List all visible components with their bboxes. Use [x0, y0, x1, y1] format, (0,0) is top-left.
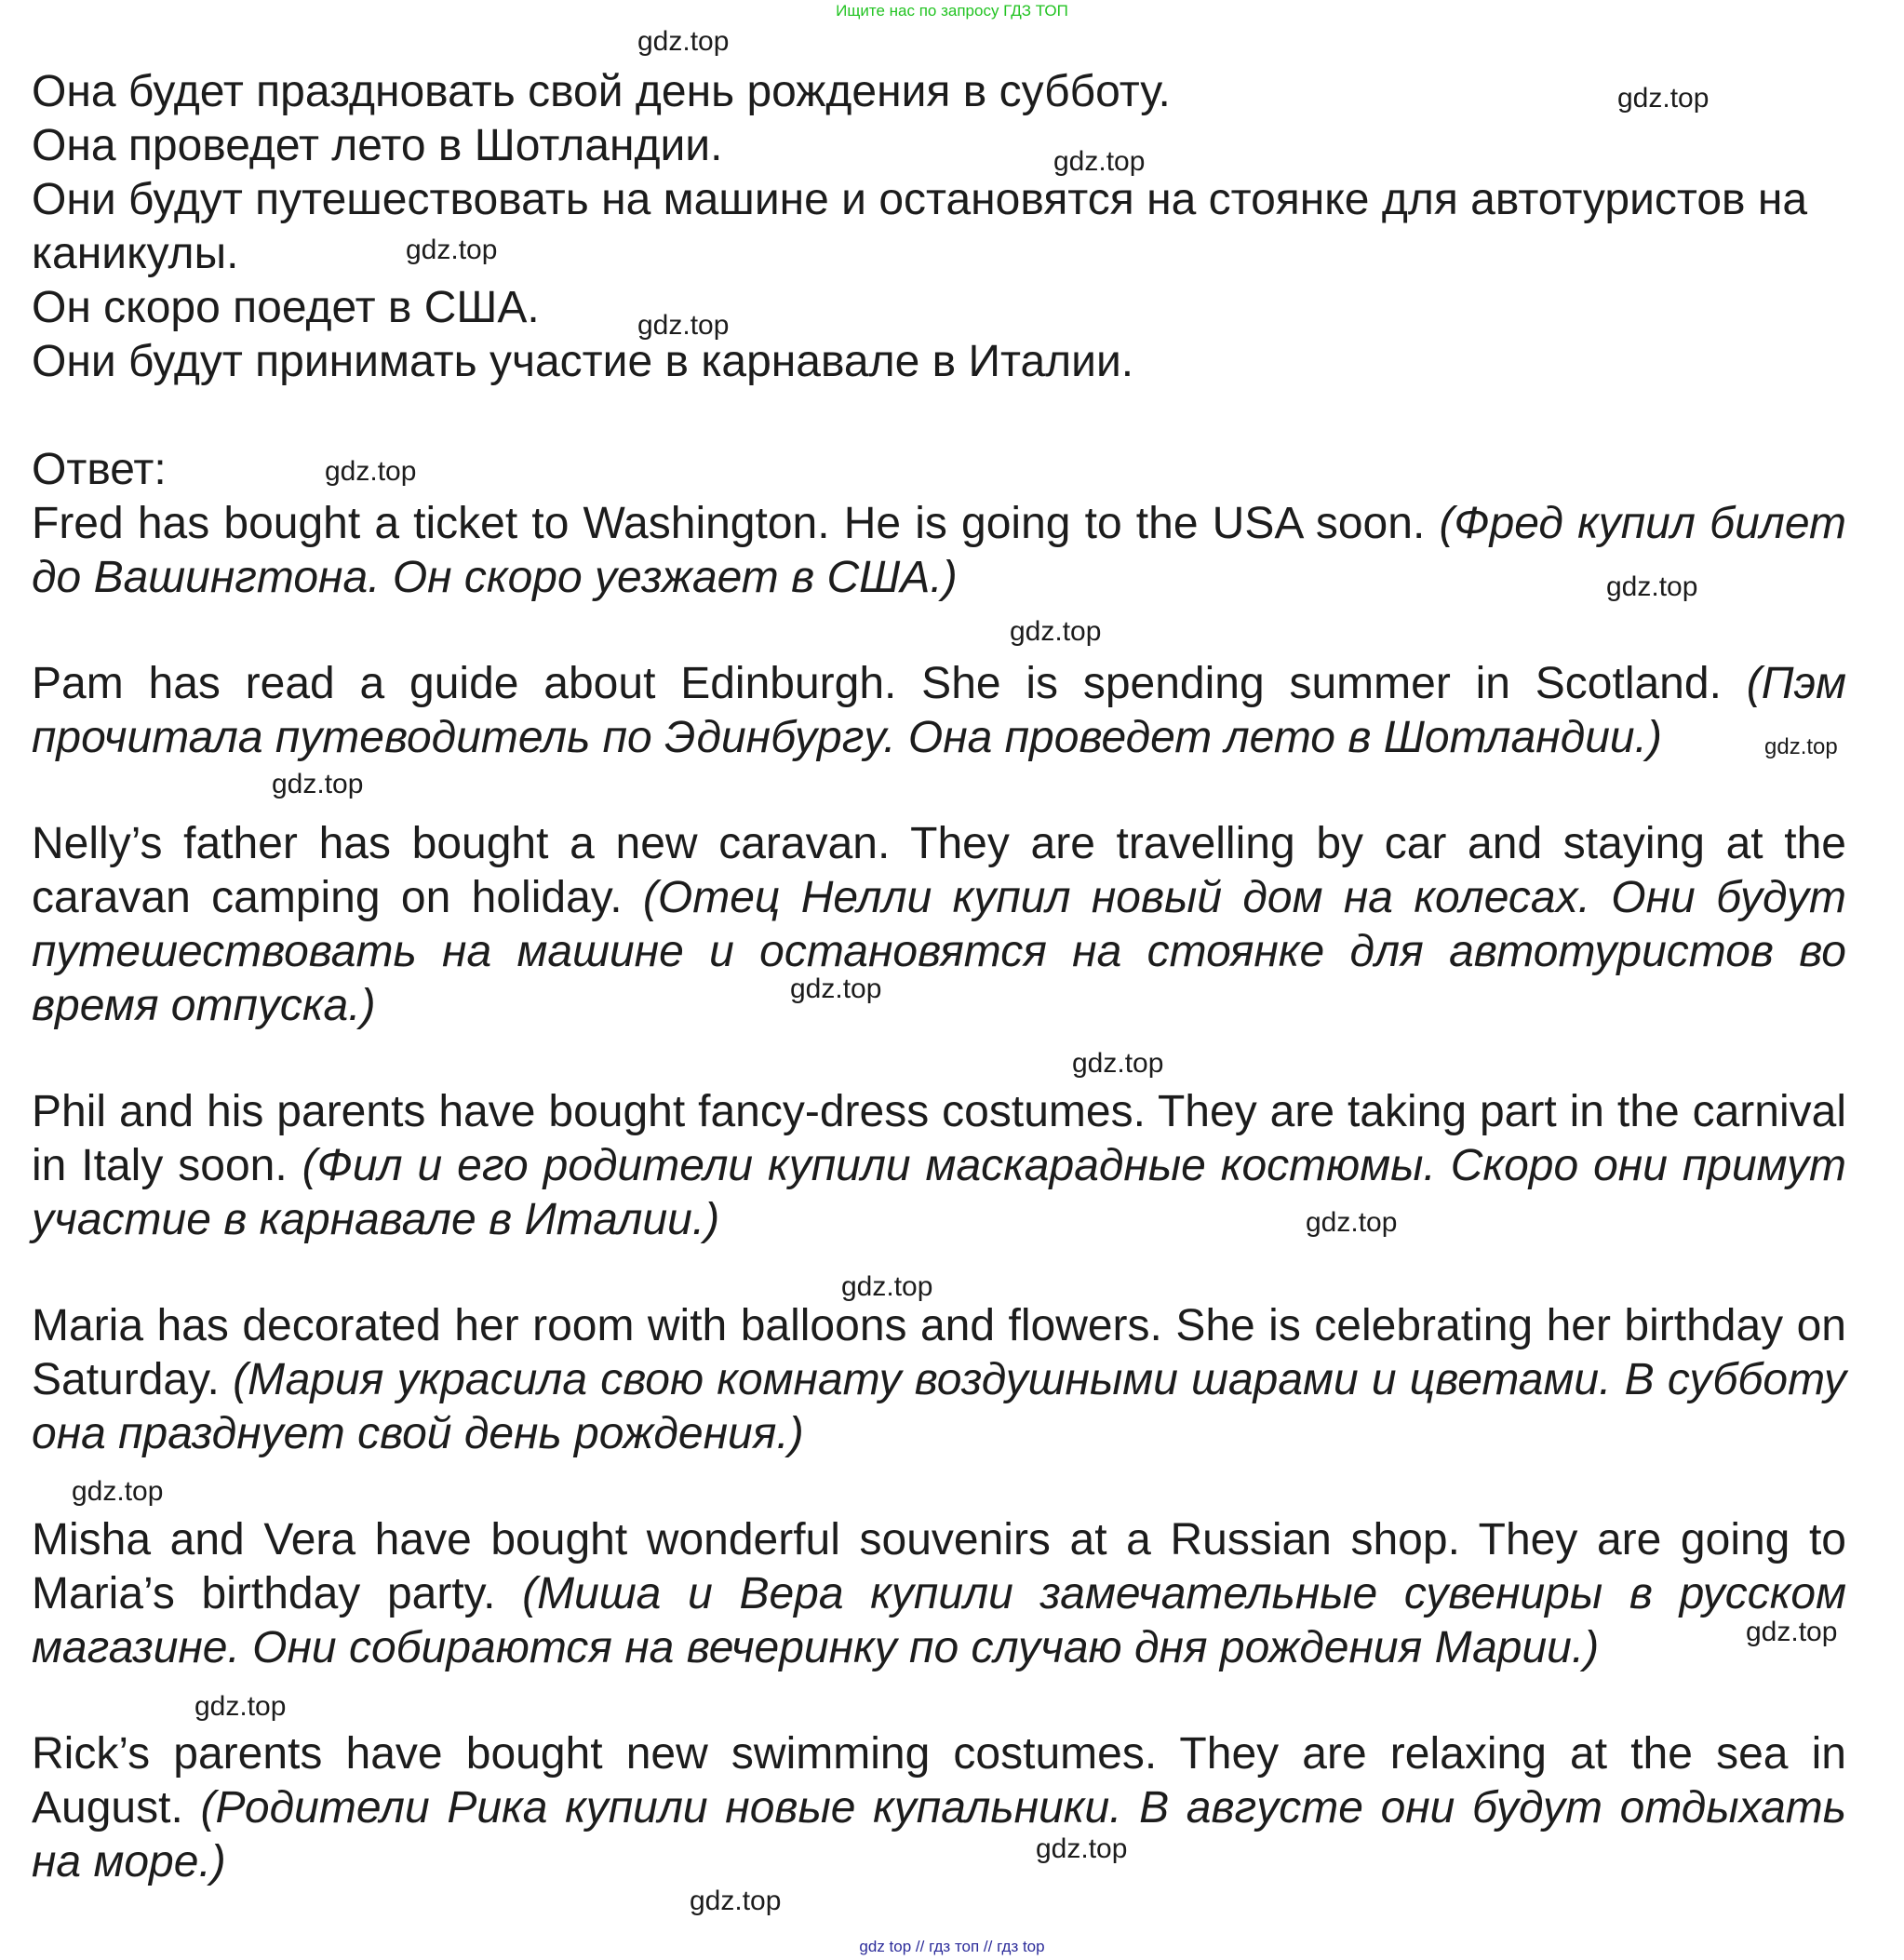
- answer-english: Nelly’s father has bought a new caravan. They are travelling by car and staying at the caravan camping on holiday.: [32, 819, 1846, 922]
- watermark: gdz.top: [1036, 1833, 1128, 1864]
- watermark: gdz.top: [690, 1886, 782, 1916]
- answer-paragraph: [32, 1727, 1846, 1889]
- watermark: gdz.top: [790, 973, 882, 1004]
- watermark: gdz.top: [1746, 1617, 1838, 1647]
- answer-translation: (Фил и его родители купили маскарадные костюмы. Скоро они примут участие в карнавале в Италии.): [32, 1141, 1847, 1244]
- answer-english: Phil and his parents have bought fancy-dress costumes. They are taking part in the carnival in Italy soon.: [32, 1087, 1846, 1190]
- watermark: gdz.top: [1053, 146, 1146, 177]
- watermark: gdz.top: [406, 235, 498, 265]
- watermark: gdz.top: [841, 1271, 933, 1302]
- answer-paragraph: [32, 817, 1846, 1033]
- answer-paragraph: [32, 497, 1846, 605]
- answer-english: Fred has bought a ticket to Washington. He is going to the USA soon.: [32, 499, 1426, 548]
- watermark: gdz.top: [1010, 616, 1102, 647]
- watermark: gdz.top: [194, 1691, 287, 1722]
- answer-translation: (Отец Нелли купил новый дом на колесах. Они будут путешествовать на машине и остановятся на стоянке для автотуристов во время отпуска.): [32, 873, 1846, 1030]
- answer-translation: (Пэм прочитала путеводитель по Эдинбургу. Она проведет лето в Шотландии.): [32, 659, 1847, 762]
- answer-translation: (Родители Рика купили новые купальники. В августе они будут отдыхать на море.): [32, 1783, 1846, 1886]
- watermark: gdz.top: [1306, 1207, 1398, 1238]
- watermark: gdz.top: [1606, 571, 1698, 602]
- watermark: gdz.top: [272, 769, 364, 799]
- answer-translation: (Миша и Вера купили замечательные сувениры в русском магазине. Они собираются на вечеринку по случаю дня рождения Марии.): [32, 1569, 1847, 1672]
- answer-translation: (Фред купил билет до Вашингтона. Он скоро уезжает в США.): [32, 499, 1847, 602]
- watermark: gdz.top: [637, 310, 730, 341]
- document-body: [32, 65, 1846, 1941]
- top-banner: Ищите нас по запросу ГДЗ ТОП: [836, 2, 1068, 20]
- task-line: Он скоро поедет в США.: [32, 283, 540, 332]
- answer-translation: (Мария украсила свою комнату воздушными шарами и цветами. В субботу она празднует свой день рождения.): [32, 1355, 1847, 1458]
- answer-paragraph: [32, 1513, 1846, 1675]
- task-line: Она будет праздновать свой день рождения в субботу.: [32, 67, 1171, 116]
- answer-paragraph: [32, 657, 1846, 765]
- watermark: gdz.top: [72, 1476, 164, 1507]
- watermark: gdz.top: [1617, 83, 1710, 114]
- answer-paragraph: [32, 1299, 1846, 1461]
- answer-paragraph: [32, 1085, 1846, 1247]
- answer-english: Maria has decorated her room with balloons and flowers. She is celebrating her birthday on Saturday.: [32, 1301, 1846, 1404]
- task-line: Они будут путешествовать на машине и остановятся на стоянке для автотуристов на каникулы.: [32, 175, 1808, 278]
- answer-heading: Ответ:: [32, 445, 167, 494]
- answer-english: Pam has read a guide about Edinburgh. She is spending summer in Scotland.: [32, 659, 1722, 708]
- answer-english: Misha and Vera have bought wonderful souvenirs at a Russian shop. They are going to Maria’s birthday party.: [32, 1515, 1846, 1618]
- answer-english: Rick’s parents have bought new swimming costumes. They are relaxing at the sea in August.: [32, 1729, 1846, 1832]
- footer-watermark: gdz top // гдз топ // гдз top: [859, 1938, 1045, 1955]
- watermark: gdz.top: [637, 26, 730, 57]
- watermark: gdz.top: [1764, 734, 1838, 759]
- task-line: Она проведет лето в Шотландии.: [32, 121, 723, 170]
- task-line: Они будут принимать участие в карнавале в Италии.: [32, 337, 1134, 386]
- watermark: gdz.top: [1072, 1048, 1164, 1079]
- watermark: gdz.top: [325, 456, 417, 487]
